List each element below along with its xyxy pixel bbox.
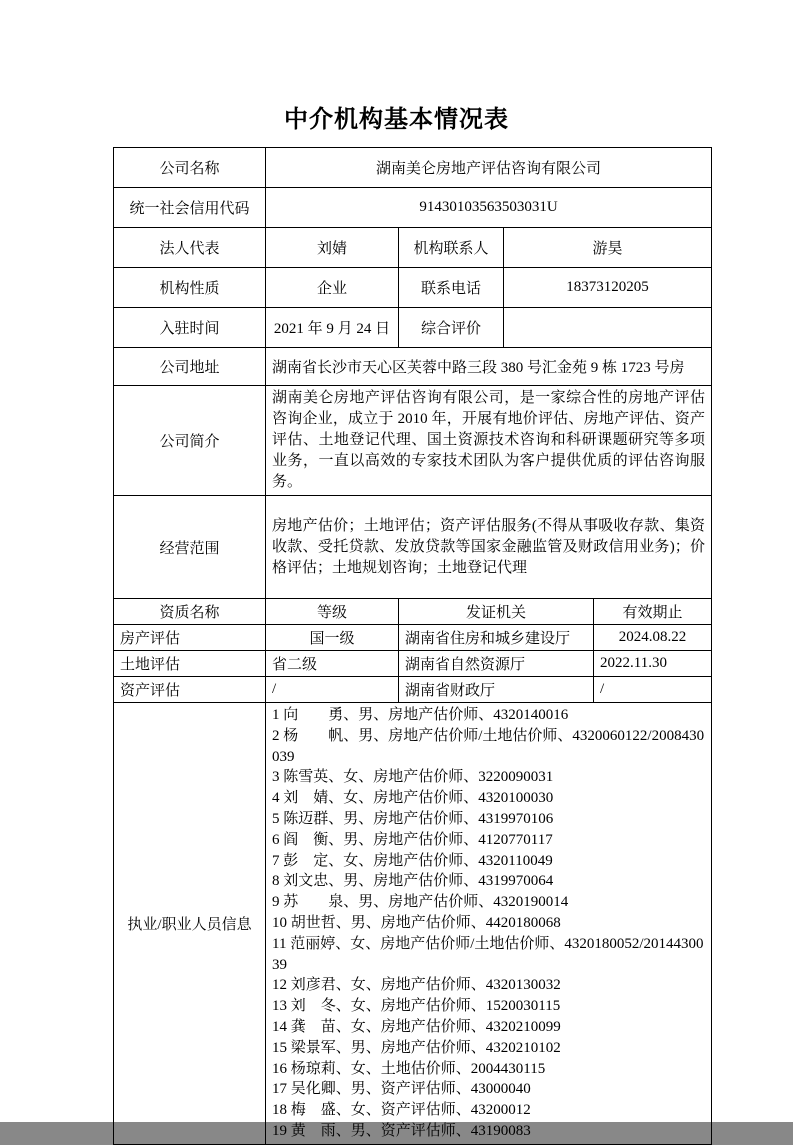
profile-label: 公司简介 xyxy=(114,386,266,496)
personnel-label: 执业/职业人员信息 xyxy=(114,703,266,1145)
personnel-item: 14 龚 苗、女、房地产估价师、4320210099 xyxy=(272,1018,561,1035)
qual-name: 土地评估 xyxy=(114,651,266,677)
personnel-item: 4 刘 婧、女、房地产估价师、4320100030 xyxy=(272,790,554,807)
row-org-nature xyxy=(114,268,712,308)
row-address xyxy=(114,348,712,386)
personnel-item: 6 阎 衡、男、房地产估价师、4120770117 xyxy=(272,831,553,848)
personnel-item: 1 向 勇、男、房地产估价师、4320140016 xyxy=(272,707,569,723)
personnel-list-cell xyxy=(266,703,712,1145)
qual-expiry: / xyxy=(594,677,712,703)
personnel-item: 17 吴化卿、男、资产评估师、43000040 xyxy=(272,1081,531,1098)
personnel-item: 9 苏 泉、男、房地产估价师、4320190014 xyxy=(272,894,569,911)
qual-name-header: 资质名称 xyxy=(114,599,266,625)
personnel-item: 2 杨 帆、男、房地产估价师/土地估价师、4320060122/2008430039 xyxy=(272,727,705,765)
row-profile xyxy=(114,386,712,496)
row-legal-rep xyxy=(114,228,712,268)
personnel-item: 13 刘 冬、女、房地产估价师、1520030115 xyxy=(272,998,561,1015)
row-scope xyxy=(114,496,712,599)
address-value: 湖南省长沙市天心区芙蓉中路三段 380 号汇金苑 9 栋 1723 号房 xyxy=(266,348,712,386)
rating-value xyxy=(504,308,712,348)
qualification-row xyxy=(114,677,712,703)
qualification-header-row xyxy=(114,599,712,625)
qual-expiry: 2022.11.30 xyxy=(594,651,712,677)
address-label: 公司地址 xyxy=(114,348,266,386)
qualification-row xyxy=(114,651,712,677)
phone-label: 联系电话 xyxy=(399,268,504,308)
personnel-item: 15 梁景军、男、房地产估价师、4320210102 xyxy=(272,1039,561,1056)
personnel-item: 7 彭 定、女、房地产估价师、4320110049 xyxy=(272,852,553,869)
row-personnel xyxy=(114,703,712,1145)
credit-code-value: 91430103563503031U xyxy=(266,188,712,228)
entry-date-value: 2021 年 9 月 24 日 xyxy=(266,308,399,348)
company-name-value: 湖南美仑房地产评估咨询有限公司 xyxy=(266,148,712,188)
qual-level-header: 等级 xyxy=(266,599,399,625)
personnel-item: 18 梅 盛、女、资产评估师、43200012 xyxy=(272,1102,531,1119)
personnel-item: 10 胡世哲、男、房地产估价师、4420180068 xyxy=(272,914,561,931)
qual-level: 国一级 xyxy=(266,625,399,651)
contact-person-value: 游昊 xyxy=(504,228,712,268)
qual-level: 省二级 xyxy=(266,651,399,677)
org-nature-label: 机构性质 xyxy=(114,268,266,308)
profile-value: 湖南美仑房地产评估咨询有限公司，是一家综合性的房地产评估咨询企业，成立于 2010 年，开展有地价评估、房地产评估、资产评估、土地登记代理、国土资源技术咨询和科研课题研究等多项业务，一直以高效的专家技术团队为客户提供优质的评估咨询服务。 xyxy=(266,386,712,496)
row-company-name xyxy=(114,148,712,188)
info-table xyxy=(113,147,712,1145)
scope-label: 经营范围 xyxy=(114,496,266,599)
credit-code-label: 统一社会信用代码 xyxy=(114,188,266,228)
row-credit-code xyxy=(114,188,712,228)
row-entry-date xyxy=(114,308,712,348)
qual-expiry: 2024.08.22 xyxy=(594,625,712,651)
personnel-list xyxy=(272,705,705,1142)
entry-date-label: 入驻时间 xyxy=(114,308,266,348)
personnel-item: 11 范丽婷、女、房地产估价师/土地估价师、4320180052/2014430039 xyxy=(272,935,704,973)
legal-rep-label: 法人代表 xyxy=(114,228,266,268)
company-name-label: 公司名称 xyxy=(114,148,266,188)
scope-value: 房地产估价；土地评估；资产评估服务(不得从事吸收存款、集资收款、受托贷款、发放贷款等国家金融监管及财政信用业务)；价格评估；土地规划咨询；土地登记代理 xyxy=(266,496,712,599)
qual-expiry-header: 有效期止 xyxy=(594,599,712,625)
qual-issuer-header: 发证机关 xyxy=(399,599,594,625)
personnel-item: 5 陈迈群、男、房地产估价师、4319970106 xyxy=(272,810,554,827)
personnel-item: 8 刘文忠、男、房地产估价师、4319970064 xyxy=(272,873,554,890)
qual-issuer: 湖南省住房和城乡建设厅 xyxy=(399,625,594,651)
rating-label: 综合评价 xyxy=(399,308,504,348)
contact-person-label: 机构联系人 xyxy=(399,228,504,268)
qual-name: 房产评估 xyxy=(114,625,266,651)
org-nature-value: 企业 xyxy=(266,268,399,308)
personnel-item: 3 陈雪英、女、房地产估价师、3220090031 xyxy=(272,769,554,786)
qualification-row xyxy=(114,625,712,651)
qual-name: 资产评估 xyxy=(114,677,266,703)
phone-value: 18373120205 xyxy=(504,268,712,308)
document-title: 中介机构基本情况表 xyxy=(284,107,509,133)
personnel-item: 19 黄 雨、男、资产评估师、43190083 xyxy=(272,1122,531,1139)
qual-level: / xyxy=(266,677,399,703)
legal-rep-value: 刘婧 xyxy=(266,228,399,268)
personnel-item: 16 杨琼莉、女、土地估价师、2004430115 xyxy=(272,1060,546,1077)
qual-issuer: 湖南省自然资源厅 xyxy=(399,651,594,677)
qual-issuer: 湖南省财政厅 xyxy=(399,677,594,703)
personnel-item: 12 刘彦君、女、房地产估价师、4320130032 xyxy=(272,977,561,994)
